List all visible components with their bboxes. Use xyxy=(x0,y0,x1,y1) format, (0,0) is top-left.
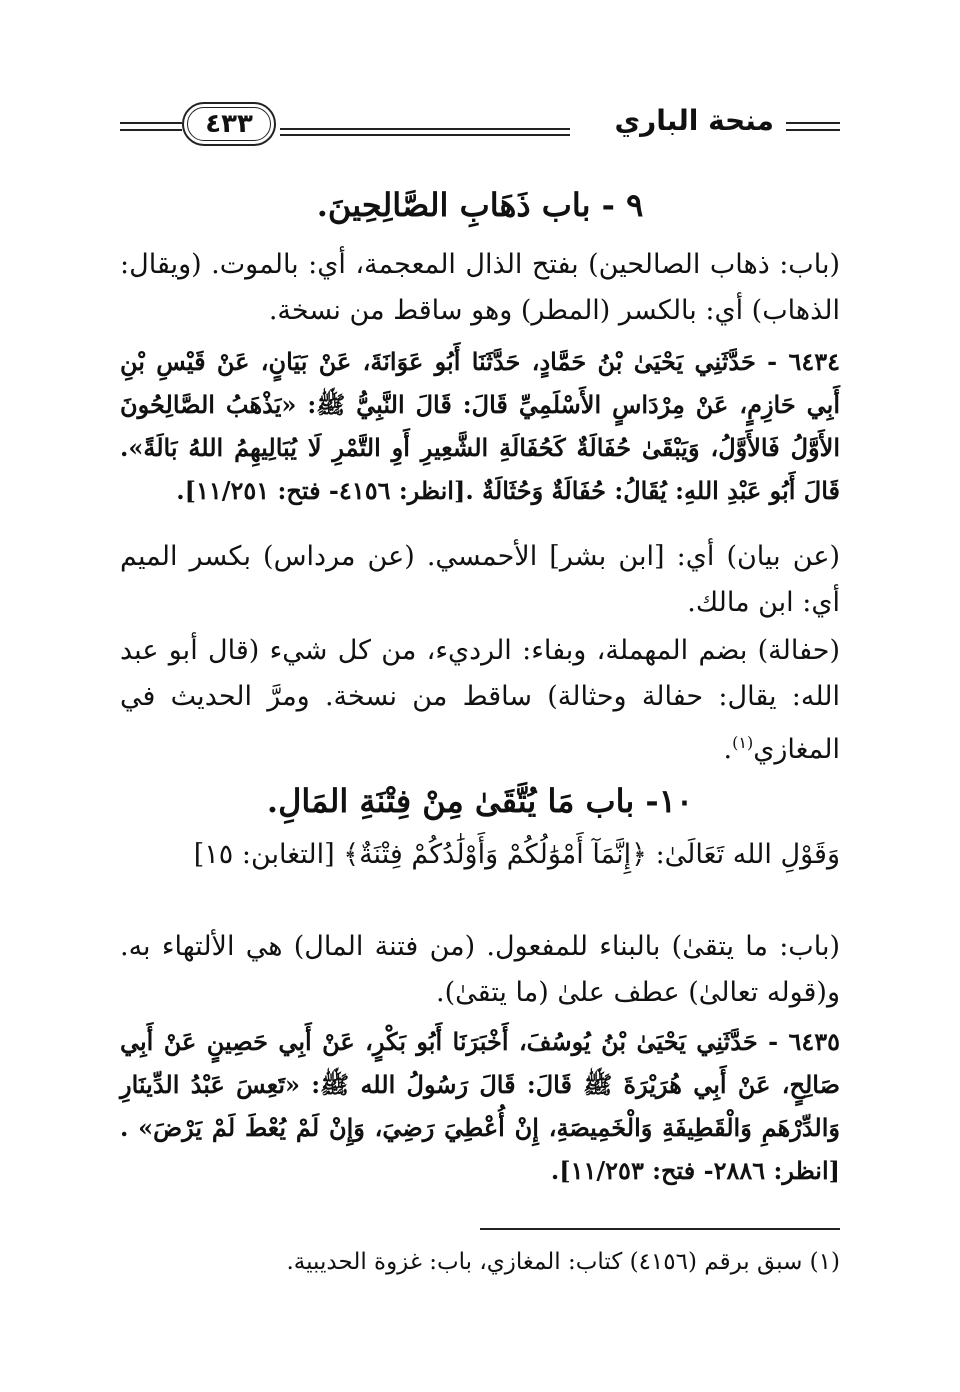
commentary-paragraph: (باب: ما يتقىٰ) بالبناء للمفعول. (من فتنة المال) هي الألتهاء به. و(قوله تعالىٰ) عطف علىٰ (ما يتقىٰ). xyxy=(120,931,840,1008)
chapter-heading-10: ١٠- باب مَا يُتَّقَىٰ مِنْ فِتْنَةِ المَالِ. xyxy=(266,782,694,820)
footnote-separator xyxy=(480,1228,840,1230)
commentary-text: (حفالة) بضم المهملة، وبفاء: الرديء، من كل شيء (قال أبو عبد الله: يقال: حفالة وحثالة) ساقط من نسخة. ومرَّ الحديث في المغازي xyxy=(120,635,840,765)
commentary-paragraph: (باب: ذهاب الصالحين) بفتح الذال المعجمة، أي: بالموت. (ويقال: الذهاب) أي: بالكسر (المطر) وهو ساقط من نسخة. xyxy=(120,249,840,326)
commentary-paragraph: (عن بيان) أي: [ابن بشر] الأحمسي. (عن مرداس) بكسر الميم أي: ابن مالك. xyxy=(120,541,840,618)
header-ornament-lines xyxy=(786,122,840,132)
commentary-paragraph: (حفالة) بضم المهملة، وبفاء: الرديء، من كل شيء (قال أبو عبد الله: يقال: حفالة وحثالة) ساقط من نسخة. ومرَّ الحديث في المغازي$^{(١)}$. xyxy=(120,635,840,765)
page-number: ٤٣٣ xyxy=(205,109,253,139)
header-ornament-lines xyxy=(120,122,182,132)
book-title: منحة الباري xyxy=(614,104,774,137)
chapter-heading-9: ٩ - باب ذَهَابِ الصَّالِحِينَ. xyxy=(316,186,644,224)
header-rule xyxy=(280,128,570,130)
hadith-6434: ٦٤٣٤ - حَدَّثَنِي يَحْيَىٰ بْنُ حَمَّادٍ، حَدَّثَنَا أَبُو عَوَانَةَ، عَنْ بَيَانٍ، عَنْ قَيْسِ بْنِ أَبِي حَازِمٍ، عَنْ مِرْدَاسٍ الأَسْلَمِيِّ قَالَ: قَالَ النَّبِيُّ ﷺ: «يَذْهَبُ الصَّالِحُونَ الأَوَّلُ فَالأَوَّلُ، وَيَبْقَىٰ حُفَالَةٌ كَحُفَالَةِ الشَّعِيرِ أَوِ التَّمْرِ لَا يُبَالِيهِمُ اللهُ بَالَةً». قَالَ أَبُو عَبْدِ اللهِ: يُقَالُ: حُفَالَةٌ وَحُثَالَةٌ .[انظر: ٤١٥٦- فتح: ١١/٢٥١]. xyxy=(120,347,841,505)
hadith-6435: ٦٤٣٥ - حَدَّثَنِي يَحْيَىٰ بْنُ يُوسُفَ، أَخْبَرَنَا أَبُو بَكْرٍ، عَنْ أَبِي حَصِينٍ عَنْ أَبِي صَالِحٍ، عَنْ أَبِي هُرَيْرَةَ ﷺ قَالَ: قَالَ رَسُولُ الله ﷺ: «تَعِسَ عَبْدُ الدِّينَارِ وَالدِّرْهَمِ وَالْقَطِيفَةِ وَالْخَمِيصَةِ، إِنْ أُعْطِيَ رَضِيَ، وَإِنْ لَمْ يُعْطَ لَمْ يَرْضَ» .[انظر: ٢٨٨٦- فتح: ١١/٢٥٣]. xyxy=(120,1027,840,1185)
page-header xyxy=(120,100,840,150)
page-number-badge xyxy=(182,102,276,146)
quran-verse: وَقَوْلِ الله تَعَالَىٰ: ﴿إِنَّمَآ أَمْوَٰلُكُمْ وَأَوْلَٰدُكُمْ فِتْنَةٌ﴾ [التغابن: ١٥] xyxy=(193,839,840,870)
footnote: (١) سبق برقم (٤١٥٦) كتاب: المغازي، باب: غزوة الحديبية. xyxy=(286,1249,840,1275)
footnote-marker: (١) xyxy=(732,733,754,752)
